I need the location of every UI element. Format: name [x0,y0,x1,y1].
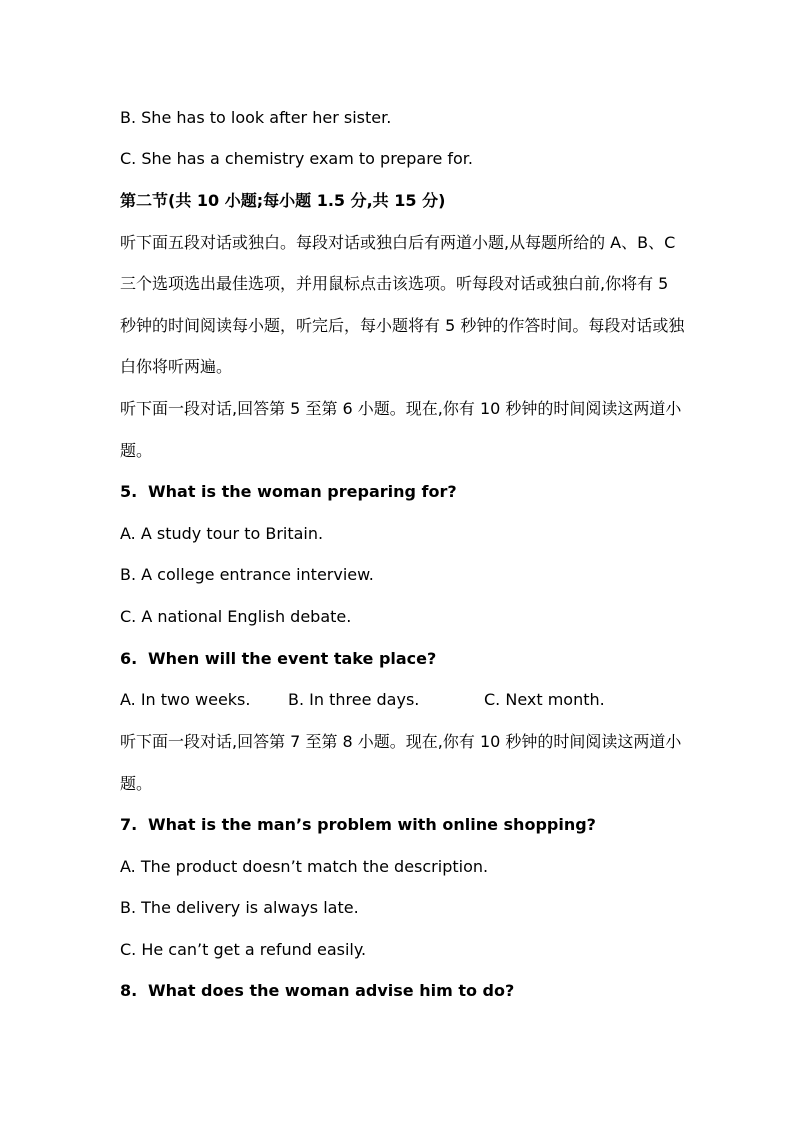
question-number: 7. [120,815,138,834]
q4-option-b[interactable]: B. She has to look after her sister. [120,108,392,127]
dialogue2-intro-line-2: 题。 [120,774,153,793]
question-5 [120,482,457,502]
question-text: What does the woman advise him to do? [148,981,515,1000]
instruction-line-1: 听下面五段对话或独白。每段对话或独白后有两道小题,从每题所给的 A、B、C [120,233,676,252]
q5-option-b[interactable]: B. A college entrance interview. [120,565,374,584]
q6-option-c[interactable]: C. Next month. [484,690,605,709]
question-number: 5. [120,482,138,501]
q5-option-c[interactable]: C. A national English debate. [120,607,352,626]
question-7 [120,815,596,835]
question-text: What is the woman preparing for? [148,482,457,501]
q5-option-a[interactable]: A. A study tour to Britain. [120,524,324,543]
q6-option-b[interactable]: B. In three days. [288,690,420,709]
instruction-line-4: 白你将听两遍。 [120,357,233,376]
dialogue2-intro-line-1: 听下面一段对话,回答第 7 至第 8 小题。现在,你有 10 秒钟的时间阅读这两道小 [120,732,682,751]
question-text: When will the event take place? [148,649,437,668]
q6-option-a[interactable]: A. In two weeks. [120,690,251,709]
dialogue1-intro-line-1: 听下面一段对话,回答第 5 至第 6 小题。现在,你有 10 秒钟的时间阅读这两道小 [120,399,682,418]
question-number: 6. [120,649,138,668]
q7-option-a[interactable]: A. The product doesn’t match the description. [120,857,489,876]
question-number: 8. [120,981,138,1000]
instruction-line-2: 三个选项选出最佳选项，并用鼠标点击该选项。听每段对话或独白前,你将有 5 [120,274,669,293]
question-6 [120,649,436,669]
section-heading: 第二节(共 10 小题;每小题 1.5 分,共 15 分) [120,191,446,210]
q7-option-c[interactable]: C. He can’t get a refund easily. [120,940,367,959]
instruction-line-3: 秒钟的时间阅读每小题，听完后，每小题将有 5 秒钟的作答时间。每段对话或独 [120,316,685,335]
q7-option-b[interactable]: B. The delivery is always late. [120,898,359,917]
q4-option-c[interactable]: C. She has a chemistry exam to prepare for. [120,149,473,168]
question-text: What is the man’s problem with online shopping? [148,815,596,834]
q6-options-row [120,690,680,710]
question-8 [120,981,514,1001]
dialogue1-intro-line-2: 题。 [120,441,153,460]
